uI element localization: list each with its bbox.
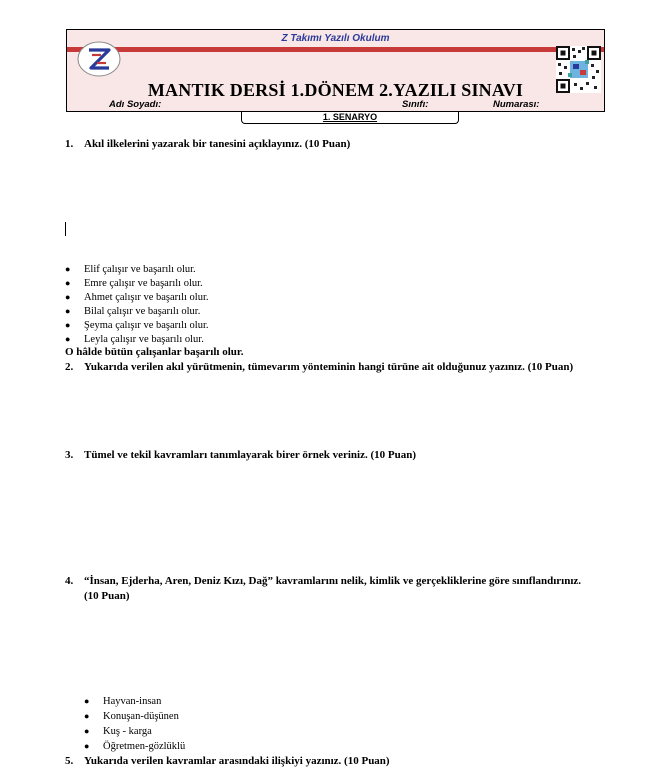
question-number: 2. — [65, 361, 74, 373]
exam-header — [66, 29, 605, 112]
text-cursor — [65, 222, 66, 236]
question-text: Akıl ilkelerini yazarak bir tanesini açıklayınız. (10 Puan) — [84, 138, 351, 150]
question-5 — [65, 755, 390, 767]
conclusion-text: O hâlde bütün çalışanlar başarılı olur. — [65, 346, 244, 358]
question-text: Yukarıda verilen akıl yürütmenin, tümevarım yönteminin hangi türüne ait olduğunuz yazınız. (10 Puan) — [84, 361, 574, 373]
question-number: 3. — [65, 449, 74, 461]
scenario-tab — [241, 112, 459, 124]
scenario-label: 1. SENARYO — [322, 112, 378, 122]
question-4 — [65, 575, 581, 587]
question-4-points: (10 Puan) — [84, 590, 130, 602]
exam-title: MANTIK DERSİ 1.DÖNEM 2.YAZILI SINAVI — [147, 80, 524, 100]
question-1 — [65, 138, 350, 150]
question-text: Yukarıda verilen kavramlar arasındaki ilişkiyi yazınız. (10 Puan) — [84, 755, 390, 767]
header-red-bar — [67, 47, 604, 52]
class-label: Sınıfı: — [402, 99, 429, 110]
number-label: Numarası: — [493, 99, 540, 110]
question-text: Tümel ve tekil kavramları tanımlayarak birer örnek veriniz. (10 Puan) — [84, 449, 417, 461]
question-3 — [65, 449, 416, 461]
name-label: Adı Soyadı: — [109, 99, 162, 110]
school-name: Z Takımı Yazılı Okulum — [281, 33, 390, 44]
z-logo-icon — [77, 41, 121, 77]
question-2 — [65, 361, 573, 373]
question-number: 4. — [65, 575, 74, 587]
question-text: “İnsan, Ejderha, Aren, Deniz Kızı, Dağ” kavramlarını nelik, kimlik ve gerçekliklerine göre sınıflandırınız. — [84, 575, 582, 587]
question-number: 1. — [65, 138, 74, 150]
question-number: 5. — [65, 755, 74, 767]
